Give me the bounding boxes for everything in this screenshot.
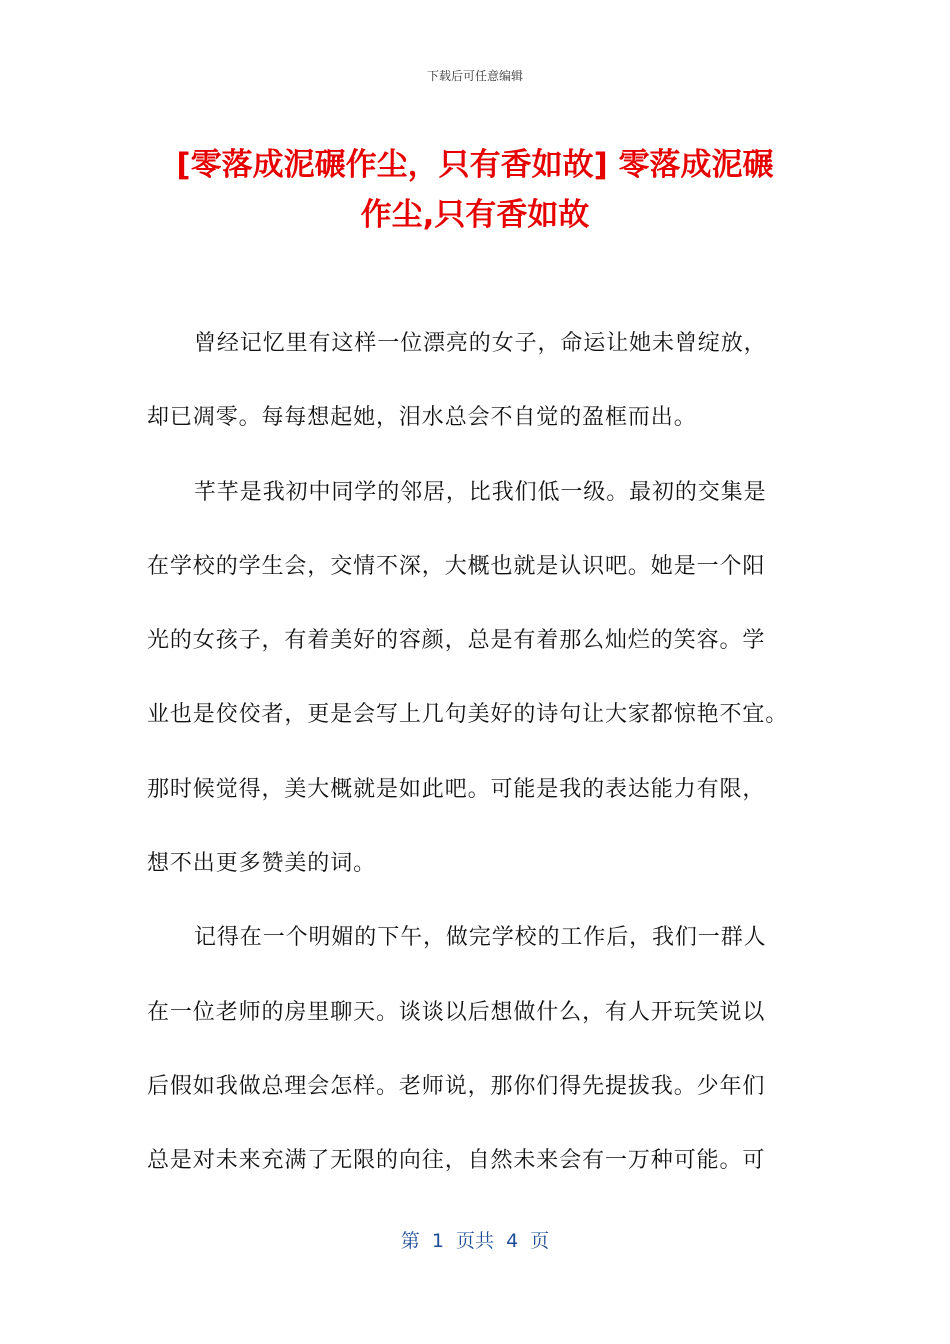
title-line-1: [零落成泥碾作尘，只有香如故] 零落成泥碾 — [176, 147, 774, 183]
body-line: 光的女孩子，有着美好的容颜，总是有着那么灿烂的笑容。学 — [147, 628, 766, 654]
body-line: 那时候觉得，美大概就是如此吧。可能是我的表达能力有限， — [147, 776, 766, 802]
body-line: 在一位老师的房里聊天。谈谈以后想做什么，有人开玩笑说以 — [147, 999, 766, 1025]
body-line: 在学校的学生会，交情不深，大概也就是认识吧。她是一个阳 — [147, 553, 766, 579]
title-line-2: 作尘,只有香如故 — [360, 197, 590, 233]
body-line: 业也是佼佼者，更是会写上几句美好的诗句让大家都惊艳不宜。 — [147, 702, 789, 728]
body-line: 芊芊是我初中同学的邻居，比我们低一级。最初的交集是 — [194, 479, 767, 505]
body-line: 记得在一个明媚的下午，做完学校的工作后，我们一群人 — [194, 925, 767, 951]
document-title — [120, 140, 830, 240]
body-line: 总是对未来充满了无限的向往，自然未来会有一万种可能。可 — [147, 1148, 766, 1174]
body-line: 想不出更多赞美的词。 — [147, 851, 377, 877]
document-body — [147, 322, 807, 1214]
header-note: 下载后可任意编辑 — [426, 69, 523, 83]
page-footer: 第 1 页共 4 页 — [400, 1230, 550, 1252]
body-line: 却已凋零。每每想起她，泪水总会不自觉的盈框而出。 — [147, 405, 697, 431]
body-line: 曾经记忆里有这样一位漂亮的女子，命运让她未曾绽放， — [194, 331, 767, 356]
body-line: 后假如我做总理会怎样。老师说，那你们得先提拔我。少年们 — [147, 1073, 766, 1099]
